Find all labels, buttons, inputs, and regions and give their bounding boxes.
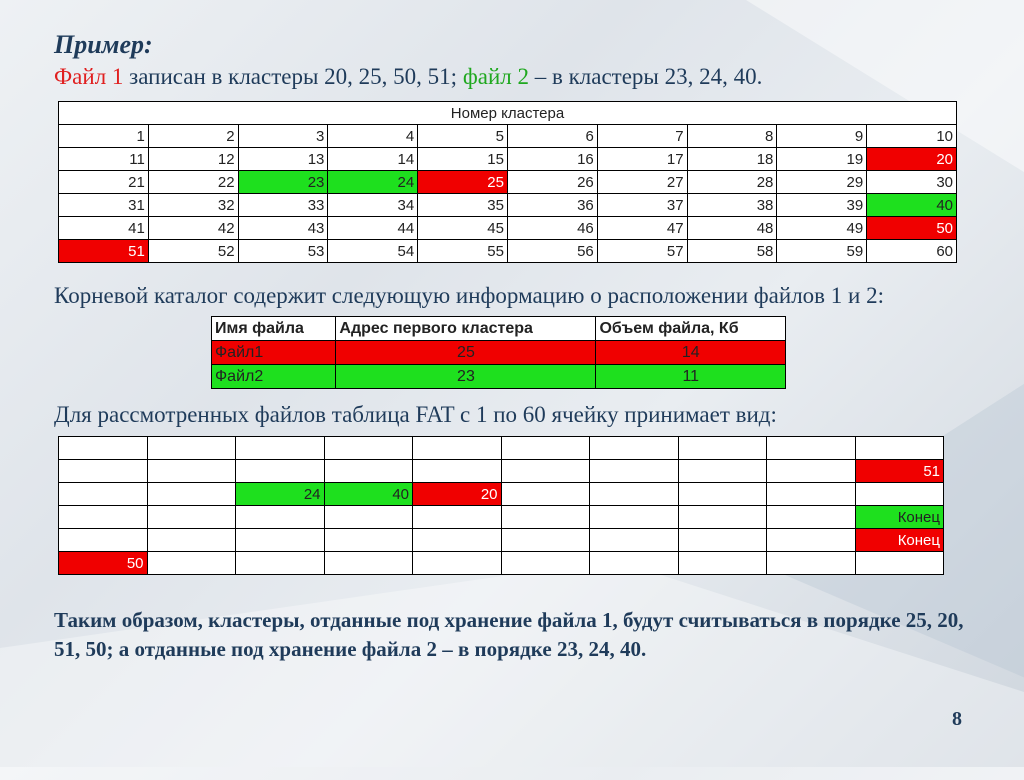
fat-cell	[59, 437, 148, 460]
fat-cell	[324, 437, 413, 460]
cluster-cell: 50	[867, 217, 957, 240]
cluster-cell: 17	[597, 148, 687, 171]
fat-cell: Конец	[855, 506, 944, 529]
cluster-cell: 2	[148, 125, 238, 148]
fat-cell	[590, 506, 679, 529]
cluster-cell: 14	[328, 148, 418, 171]
cluster-cell: 16	[507, 148, 597, 171]
cluster-cell: 56	[507, 240, 597, 263]
cluster-cell: 37	[597, 194, 687, 217]
first-cluster-cell: 23	[336, 365, 596, 389]
fat-cell: 40	[324, 483, 413, 506]
fat-cell	[501, 483, 590, 506]
cluster-cell: 32	[148, 194, 238, 217]
cluster-cell: 35	[418, 194, 508, 217]
table-row	[59, 529, 944, 552]
cluster-cell: 30	[867, 171, 957, 194]
fat-cell	[767, 552, 856, 575]
table-row	[59, 552, 944, 575]
column-header-file-name: Имя файла	[212, 317, 336, 341]
fat-cell	[413, 529, 502, 552]
cluster-cell: 36	[507, 194, 597, 217]
cluster-cell: 59	[777, 240, 867, 263]
cluster-cell: 43	[238, 217, 328, 240]
cluster-cell: 11	[59, 148, 149, 171]
root-directory-table	[211, 316, 786, 389]
fat-cell	[678, 460, 767, 483]
fat-cell	[590, 552, 679, 575]
table-row	[212, 365, 786, 389]
fat-description-text: Для рассмотренных файлов таблица FAT с 1 по 60 ячейку принимает вид:	[54, 402, 777, 427]
cluster-cell: 18	[687, 148, 777, 171]
fat-cell	[678, 529, 767, 552]
example-description	[54, 64, 762, 90]
cluster-cell: 5	[418, 125, 508, 148]
cluster-cell: 49	[777, 217, 867, 240]
fat-cell	[590, 483, 679, 506]
fat-cell	[236, 460, 325, 483]
fat-cell: Конец	[855, 529, 944, 552]
fat-cell	[324, 460, 413, 483]
cluster-cell: 28	[687, 171, 777, 194]
cluster-cell: 25	[418, 171, 508, 194]
fat-cell	[147, 506, 236, 529]
cluster-cell: 57	[597, 240, 687, 263]
cluster-cell: 6	[507, 125, 597, 148]
file-name-cell: Файл2	[212, 365, 336, 389]
cluster-cell: 8	[687, 125, 777, 148]
fat-cell	[147, 529, 236, 552]
cluster-cell: 23	[238, 171, 328, 194]
file2-clusters-text: – в кластеры 23, 24, 40.	[528, 64, 763, 89]
cluster-cell: 53	[238, 240, 328, 263]
cluster-cell: 48	[687, 217, 777, 240]
cluster-cell: 40	[867, 194, 957, 217]
cluster-cell: 47	[597, 217, 687, 240]
fat-cell	[413, 460, 502, 483]
table-row	[59, 194, 957, 217]
cluster-cell: 31	[59, 194, 149, 217]
cluster-cell: 52	[148, 240, 238, 263]
fat-cell	[324, 506, 413, 529]
fat-cell	[678, 483, 767, 506]
table-row	[59, 217, 957, 240]
fat-cell	[413, 506, 502, 529]
fat-cell	[767, 529, 856, 552]
table-row	[59, 437, 944, 460]
cluster-cell: 15	[418, 148, 508, 171]
cluster-cell: 55	[418, 240, 508, 263]
fat-cell	[59, 529, 148, 552]
table-row	[59, 171, 957, 194]
cluster-cell: 24	[328, 171, 418, 194]
fat-cell	[590, 460, 679, 483]
fat-cell	[501, 437, 590, 460]
table-row	[212, 341, 786, 365]
cluster-cell: 46	[507, 217, 597, 240]
fat-cell	[236, 529, 325, 552]
column-header-file-size: Объем файла, Кб	[596, 317, 786, 341]
fat-cell	[59, 483, 148, 506]
cluster-cell: 42	[148, 217, 238, 240]
fat-cell	[501, 506, 590, 529]
table-row	[59, 460, 944, 483]
file-size-cell: 11	[596, 365, 786, 389]
cluster-cell: 1	[59, 125, 149, 148]
fat-cell: 51	[855, 460, 944, 483]
cluster-table-title: Номер кластера	[59, 102, 957, 125]
fat-cell	[147, 460, 236, 483]
cluster-cell: 22	[148, 171, 238, 194]
cluster-cell: 33	[238, 194, 328, 217]
fat-cell	[855, 483, 944, 506]
file-name-cell: Файл1	[212, 341, 336, 365]
fat-cell	[501, 529, 590, 552]
cluster-cell: 39	[777, 194, 867, 217]
fat-cell	[501, 552, 590, 575]
fat-cell	[590, 529, 679, 552]
cluster-cell: 13	[238, 148, 328, 171]
table-row	[59, 506, 944, 529]
table-row	[59, 240, 957, 263]
cluster-number-table	[58, 101, 957, 263]
file1-label: Файл 1	[54, 64, 124, 89]
fat-cell	[590, 437, 679, 460]
fat-cell	[767, 460, 856, 483]
cluster-cell: 27	[597, 171, 687, 194]
cluster-cell: 12	[148, 148, 238, 171]
first-cluster-cell: 25	[336, 341, 596, 365]
fat-cell	[324, 529, 413, 552]
cluster-cell: 58	[687, 240, 777, 263]
cluster-cell: 41	[59, 217, 149, 240]
fat-cell	[767, 506, 856, 529]
fat-cell	[413, 437, 502, 460]
cluster-cell: 54	[328, 240, 418, 263]
fat-cell	[59, 460, 148, 483]
fat-cell	[413, 552, 502, 575]
fat-cell	[678, 506, 767, 529]
fat-cell	[501, 460, 590, 483]
cluster-cell: 3	[238, 125, 328, 148]
fat-cell	[147, 437, 236, 460]
fat-cell: 50	[59, 552, 148, 575]
fat-cell	[324, 552, 413, 575]
cluster-cell: 10	[867, 125, 957, 148]
fat-cell	[767, 483, 856, 506]
table-row	[59, 483, 944, 506]
file1-clusters-text: записан в кластеры 20, 25, 50, 51;	[123, 64, 463, 89]
fat-cell	[147, 552, 236, 575]
fat-cell	[236, 506, 325, 529]
file2-label: файл 2	[462, 64, 529, 89]
fat-cell: 20	[413, 483, 502, 506]
root-directory-text: Корневой каталог содержит следующую информацию о расположении файлов 1 и 2:	[54, 283, 884, 308]
file-size-cell: 14	[596, 341, 786, 365]
fat-cell	[678, 437, 767, 460]
fat-cell	[767, 437, 856, 460]
cluster-cell: 20	[867, 148, 957, 171]
fat-cell	[236, 552, 325, 575]
fat-cell	[855, 437, 944, 460]
cluster-cell: 4	[328, 125, 418, 148]
cluster-cell: 29	[777, 171, 867, 194]
cluster-cell: 34	[328, 194, 418, 217]
cluster-cell: 60	[867, 240, 957, 263]
cluster-cell: 9	[777, 125, 867, 148]
cluster-cell: 38	[687, 194, 777, 217]
cluster-cell: 7	[597, 125, 687, 148]
fat-cell	[147, 483, 236, 506]
summary-text: Таким образом, кластеры, отданные под хранение файла 1, будут считываться в порядке 25, 20, 51, 50; а отданные под хранение файла 2 – в порядке 23, 24, 40.	[54, 608, 964, 661]
fat-table	[58, 436, 944, 575]
cluster-cell: 51	[59, 240, 149, 263]
cluster-cell: 26	[507, 171, 597, 194]
table-row	[59, 125, 957, 148]
fat-cell	[236, 437, 325, 460]
table-row	[59, 148, 957, 171]
fat-cell	[678, 552, 767, 575]
cluster-cell: 21	[59, 171, 149, 194]
page-number: 8	[952, 708, 962, 730]
fat-cell	[855, 552, 944, 575]
fat-cell: 24	[236, 483, 325, 506]
slide-heading: Пример:	[54, 30, 153, 59]
column-header-first-cluster: Адрес первого кластера	[336, 317, 596, 341]
fat-cell	[59, 506, 148, 529]
cluster-cell: 44	[328, 217, 418, 240]
cluster-cell: 19	[777, 148, 867, 171]
cluster-cell: 45	[418, 217, 508, 240]
